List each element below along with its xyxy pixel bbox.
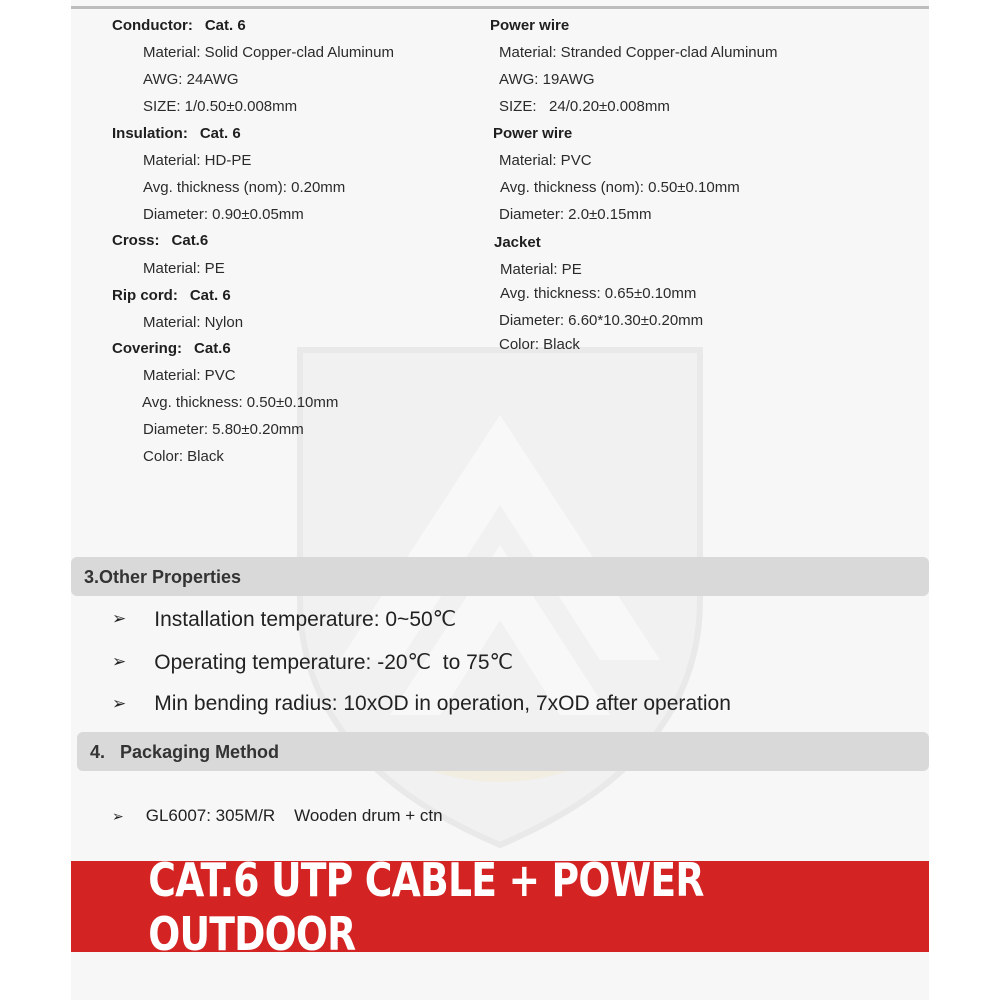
covering-color: Color: Black: [143, 448, 224, 465]
jacket-heading: Jacket: [494, 234, 541, 251]
other-properties-title: 3.Other Properties: [84, 567, 242, 587]
arrow-bullet-icon: ➢: [112, 609, 127, 628]
power-wire-insulation-material: Material: PVC: [499, 152, 592, 169]
list-item: ➢ Operating temperature: -20℃ to 75℃: [112, 650, 514, 674]
power-wire-insulation-diameter: Diameter: 2.0±0.15mm: [499, 206, 652, 223]
power-wire-insulation-heading: Power wire: [493, 125, 573, 142]
jacket-material: Material: PE: [500, 261, 582, 278]
product-title-banner: [71, 852, 929, 961]
insulation-heading: Insulation: Cat. 6: [112, 125, 241, 142]
cross-heading: Cross: Cat.6: [112, 232, 209, 249]
covering-heading: Covering: Cat.6: [112, 340, 231, 357]
jacket-thickness: Avg. thickness: 0.65±0.10mm: [500, 285, 697, 302]
jacket-diameter: Diameter: 6.60*10.30±0.20mm: [499, 312, 704, 329]
insulation-diameter: Diameter: 0.90±0.05mm: [143, 206, 304, 223]
arrow-bullet-icon: ➢: [112, 694, 127, 713]
packaging-title: 4. Packaging Method: [90, 742, 280, 762]
arrow-bullet-icon: ➢: [112, 652, 127, 671]
conductor-material: Material: Solid Copper-clad Aluminum: [143, 44, 394, 61]
covering-thickness: Avg. thickness: 0.50±0.10mm: [142, 394, 339, 411]
top-divider: [71, 6, 929, 9]
arrow-bullet-icon: ➢: [112, 807, 124, 824]
cross-material: Material: PE: [143, 260, 225, 277]
power-wire-heading: Power wire: [490, 17, 570, 34]
conductor-heading: Conductor: Cat. 6: [112, 17, 246, 34]
power-wire-insulation-thickness: Avg. thickness (nom): 0.50±0.10mm: [500, 179, 740, 196]
power-wire-material: Material: Stranded Copper-clad Aluminum: [499, 44, 778, 61]
list-item: ➢ GL6007: 305M/R Wooden drum + ctn: [112, 806, 443, 825]
covering-diameter: Diameter: 5.80±0.20mm: [143, 421, 304, 438]
power-wire-size: SIZE: 24/0.20±0.008mm: [499, 98, 670, 115]
insulation-material: Material: HD-PE: [143, 152, 252, 169]
power-wire-awg: AWG: 19AWG: [499, 71, 595, 88]
rip-cord-material: Material: Nylon: [143, 314, 244, 331]
conductor-size: SIZE: 1/0.50±0.008mm: [143, 98, 298, 115]
covering-material: Material: PVC: [143, 367, 236, 384]
list-item: ➢ Min bending radius: 10xOD in operation, 7xOD after operation: [112, 692, 731, 715]
product-title: CAT.6 UTP CABLE + POWER OUTDOOR: [148, 852, 704, 961]
jacket-color: Color: Black: [499, 336, 580, 353]
insulation-thickness: Avg. thickness (nom): 0.20mm: [143, 179, 346, 196]
rip-cord-heading: Rip cord: Cat. 6: [112, 287, 231, 304]
list-item: ➢ Installation temperature: 0~50℃: [112, 607, 457, 631]
conductor-awg: AWG: 24AWG: [143, 71, 239, 88]
